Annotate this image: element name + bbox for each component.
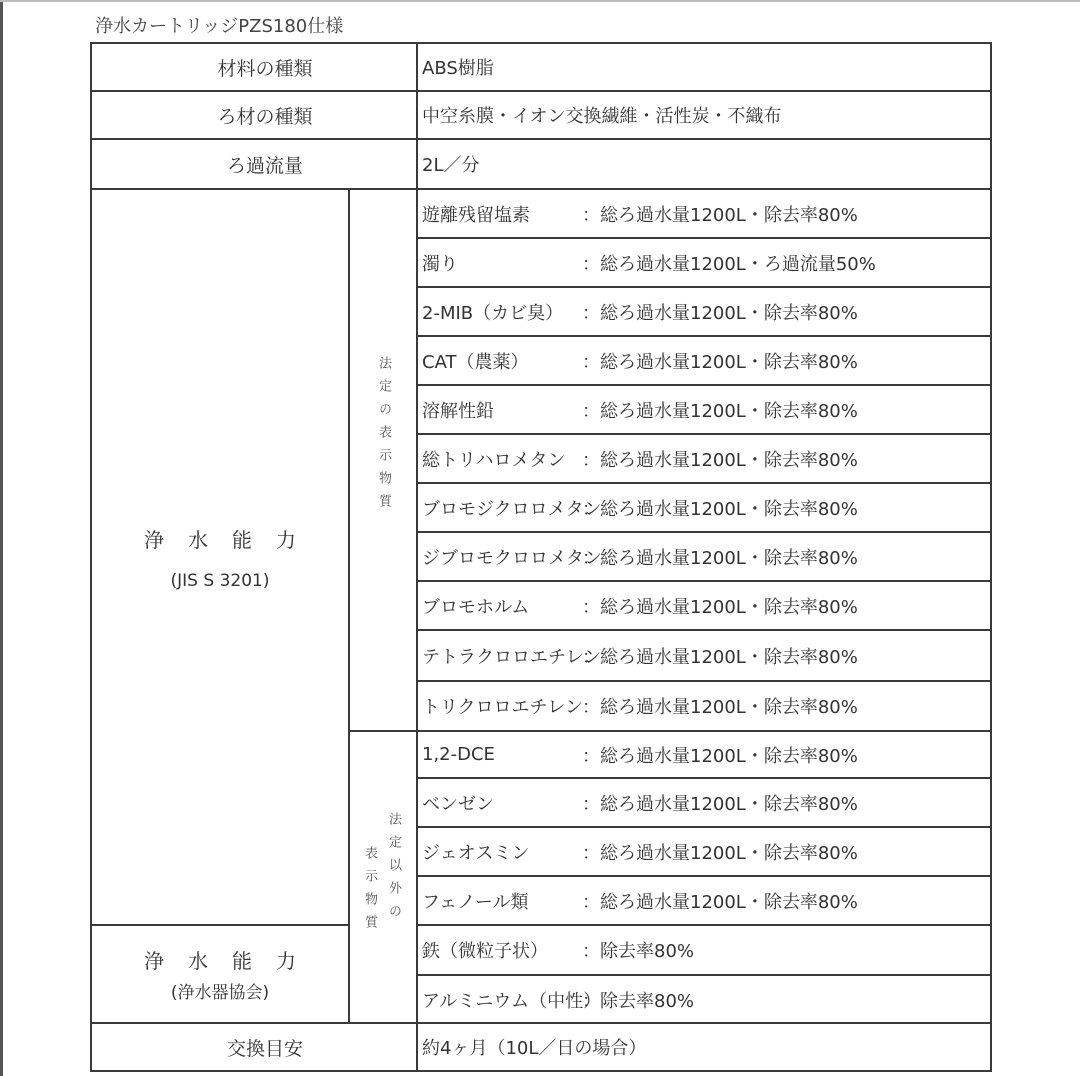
material-label-cell [90,42,418,92]
substance-spec: ：総ろ過水量1200L・除去率80% [582,842,858,864]
flow-value: 2L／分 [422,155,480,176]
capacity-jis-label: 浄水能力 [144,527,320,552]
substance-row [416,286,992,337]
flow-value-cell [416,138,992,190]
substance-spec: ：除去率80% [582,991,695,1012]
substance-name: 1,2-DCE [422,744,495,765]
substance-row [416,777,992,828]
substance-spec: ：除去率80% [582,941,695,962]
substance-spec: ：総ろ過水量1200L・除去率80% [582,646,858,668]
filter-material-value-cell [416,90,992,140]
flow-label: ろ過流量 [226,154,303,177]
substance-spec: ：総ろ過水量1200L・除去率80% [582,547,858,569]
replace-label-cell [90,1022,418,1072]
substance-name: アルミニウム（中性） [422,991,602,1012]
substance-row [416,629,992,682]
material-label: 材料の種類 [217,57,313,80]
substance-name: トリクロロエチレン [422,697,583,718]
substance-row [416,974,992,1026]
substance-name: 2-MIB（カビ臭） [422,302,564,324]
page-title: 浄水カートリッジPZS180仕様 [95,16,344,37]
substance-spec: ：総ろ過水量1200L・除去率80% [582,697,858,718]
substance-name: ジェオスミン [422,842,530,864]
substance-name: 鉄（微粒子状） [422,941,548,962]
substance-spec: ：総ろ過水量1200L・除去率80% [582,449,858,471]
substance-row [416,482,992,533]
capacity-assoc-label: 浄水能力 [144,949,320,973]
substance-spec: ：総ろ過水量1200L・除去率80% [582,400,858,422]
other-group-label-1: 法定以外の [386,812,401,927]
substance-row [416,580,992,631]
filter-material-label-cell [90,90,418,140]
replace-label: 交換目安 [226,1037,303,1060]
substance-row [416,335,992,386]
filter-material-label: ろ材の種類 [217,105,313,128]
substance-spec: ：総ろ過水量1200L・ろ過流量50% [582,253,876,275]
substance-row [416,384,992,435]
substance-name: 溶解性鉛 [422,400,494,422]
substance-row [416,237,992,288]
substance-spec: ：総ろ過水量1200L・除去率80% [582,596,858,618]
capacity-jis-cell [90,188,350,926]
substance-name: ベンゼン [422,793,494,815]
substance-spec: ：総ろ過水量1200L・除去率80% [582,498,858,520]
substance-row [416,433,992,484]
substance-name: ジブロモクロロメタン [422,547,602,569]
top-border [0,0,1080,2]
substance-row [416,531,992,582]
substance-name: テトラクロロエチレン [422,646,602,668]
other-group-cell [348,730,418,1024]
filter-material-value: 中空糸膜・イオン交換繊維・活性炭・不織布 [422,106,782,127]
replace-value-cell [416,1022,992,1072]
substance-row [416,730,992,779]
substance-name: 濁り [422,253,458,275]
other-group-label-2: 表示物質 [362,846,377,938]
material-value: ABS樹脂 [422,58,494,79]
substance-row [416,924,992,976]
substance-spec: ：総ろ過水量1200L・除去率80% [582,351,858,373]
statutory-group-cell [348,188,418,732]
substance-row [416,680,992,732]
substance-row [416,826,992,877]
substance-spec: ：総ろ過水量1200L・除去率80% [582,891,858,913]
replace-value: 約4ヶ月（10L／日の場合） [422,1038,647,1059]
material-value-cell [416,42,992,92]
substance-name: ブロモジクロロメタン [422,498,602,520]
capacity-assoc-cell [90,924,350,1024]
substance-row [416,188,992,239]
substance-name: ブロモホルム [422,596,530,618]
substance-name: 総トリハロメタン [422,449,566,471]
statutory-group-label: 法定の表示物質 [376,356,391,517]
substance-row [416,875,992,926]
capacity-assoc-sub: (浄水器協会) [170,983,270,1003]
substance-spec: ：総ろ過水量1200L・除去率80% [582,793,858,815]
substance-spec: ：総ろ過水量1200L・除去率80% [582,204,858,226]
flow-label-cell [90,138,418,190]
capacity-jis-sub: (JIS S 3201) [170,570,270,591]
substance-spec: ：総ろ過水量1200L・除去率80% [582,745,858,767]
substance-spec: ：総ろ過水量1200L・除去率80% [582,302,858,324]
left-border [0,0,3,1076]
substance-name: フェノール類 [422,891,529,913]
substance-name: CAT（農薬） [422,351,529,373]
substance-name: 遊離残留塩素 [422,204,530,226]
